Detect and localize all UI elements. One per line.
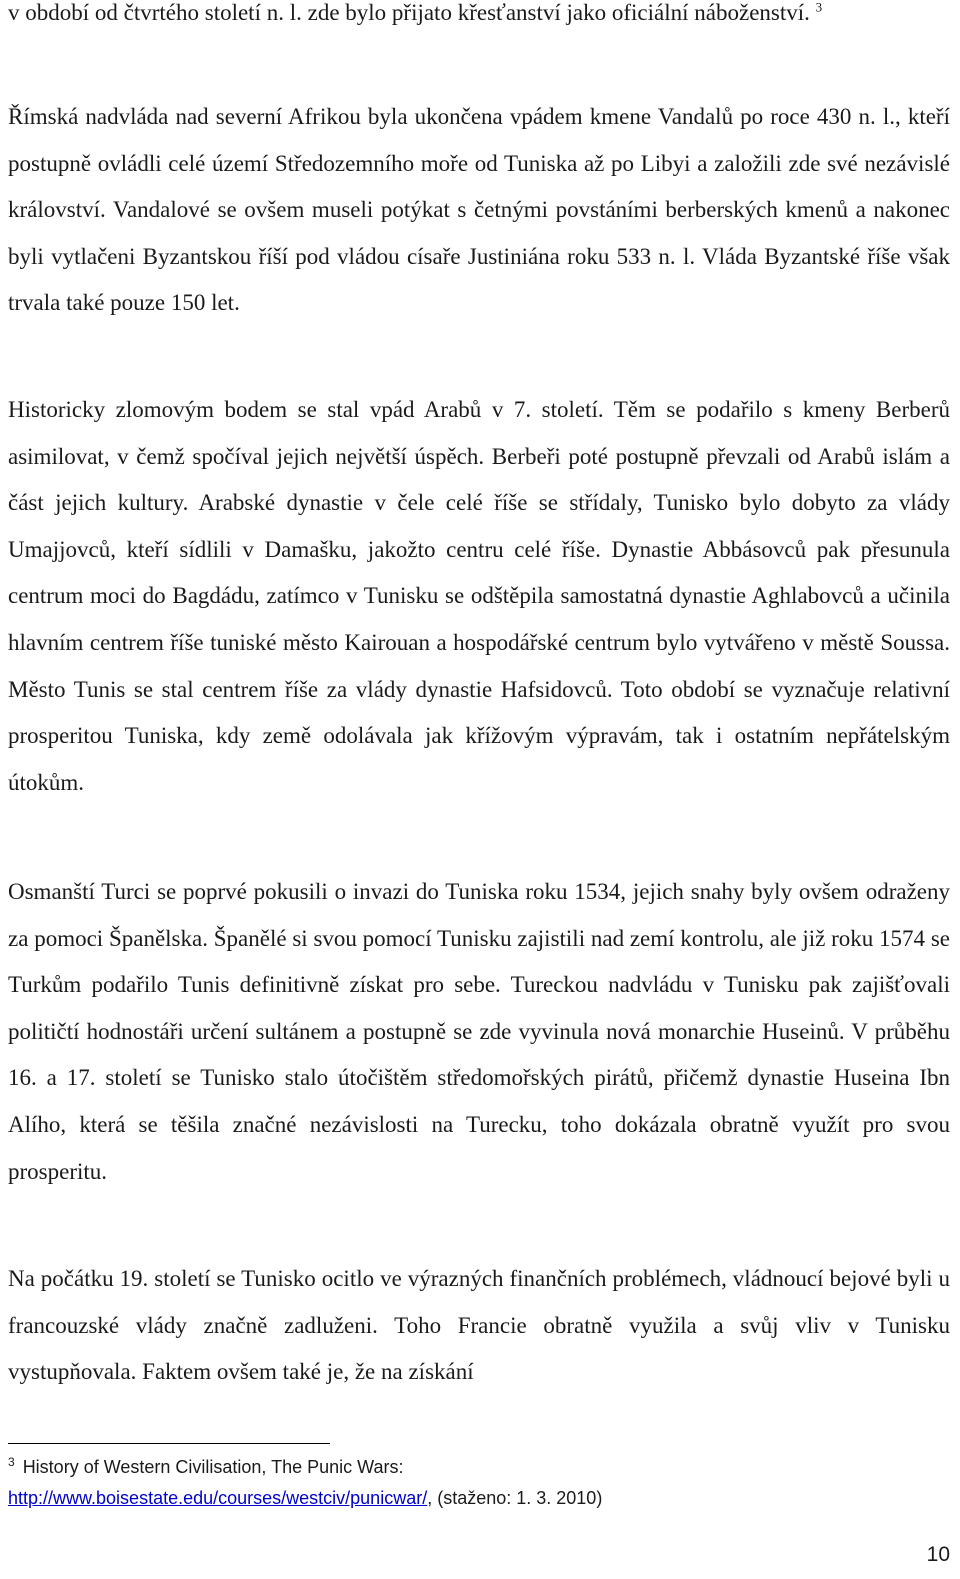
paragraph-arabs-text: Historicky zlomovým bodem se stal vpád Arabů v 7. století. Těm se podařilo s kmeny Berberů asimilovat, v čemž spočíval jejich největší úspěch. Berbeři poté postupně převzali od Arabů islám a část jejich kultury. Arabské dynastie v čele celé říše se střídaly, Tunisko bylo dobyto za vlády Umajjovců, kteří sídlili v Damašku, jakožto centru celé říše. Dynastie Abbásovců pak přesunula centrum moci do Bagdádu, zatímco v Tunisku se odštěpila samostatná dynastie Aghlabovců a učinila hlavním centrem říše tuniské město Kairouan a hospodářské centrum bylo vytvářeno v městě Soussa. Město Tunis se stal centrem říše za vlády dynastie Hafsidovců. Toto období se vyznačuje relativní prosperitou Tuniska, kdy země odolávala jak křížovým výpravám, tak i ostatním nepřátelským útokům. [8,397,950,795]
footnote-mark: 3 [8,1455,15,1469]
paragraph-19th-century-text: Na počátku 19. století se Tunisko ocitlo ve výrazných finančních problémech, vládnoucí bejové byli u francouzské vlády značně zadluženi. Toho Francie obratně využila a svůj vliv v Tunisku vystupňovala. Faktem ovšem také je, že na získání [8,1266,950,1385]
paragraph-19th-century [8,1256,950,1396]
paragraph-intro [8,0,950,37]
footnote-link[interactable]: http://www.boisestate.edu/courses/westciv/punicwar/ [8,1488,428,1508]
paragraph-intro-text: v období od čtvrtého století n. l. zde bylo přijato křesťanství jako oficiální náboženství. [8,0,810,25]
footnote-line-1 [8,1452,948,1483]
paragraph-vandals-text: Římská nadvláda nad severní Afrikou byla ukončena vpádem kmene Vandalů po roce 430 n. l., kteří postupně ovládli celé území Středozemního moře od Tuniska až po Libyi a založili zde své nezávislé království. Vandalové se ovšem museli potýkat s četnými povstáními berberských kmenů a nakonec byli vytlačeni Byzantskou říší pod vládou císaře Justiniána roku 533 n. l. Vláda Byzantské říše však trvala také pouze 150 let. [8,104,950,316]
footnote-reference[interactable]: 3 [815,0,823,15]
footnote-divider [8,1443,330,1444]
paragraph-arabs [8,387,950,806]
page-number: 10 [926,1543,950,1566]
paragraph-ottomans-text: Osmanští Turci se poprvé pokusili o invazi do Tuniska roku 1534, jejich snahy byly ovšem odraženy za pomoci Španělska. Španělé si svou pomocí Tunisku zajistili nad zemí kontrolu, ale již roku 1574 se Turkům podařilo Tunis definitivně získat pro sebe. Tureckou nadvládu v Tunisku pak zajišťovali političtí hodnostáři určení sultánem a postupně se zde vyvinula nová monarchie Huseinů. V průběhu 16. a 17. století se Tunisko stalo útočištěm středomořských pirátů, přičemž dynastie Huseina Ibn Alího, která se těšila značné nezávislosti na Turecku, toho dokázala obratně využít pro svou prosperitu. [8,879,950,1184]
footnote-text: History of Western Civilisation, The Punic Wars: [22,1457,404,1477]
paragraph-ottomans [8,869,950,1195]
footnote-line-2 [8,1483,948,1514]
paragraph-vandals [8,94,950,327]
footnote [8,1452,948,1514]
footnote-suffix: , (staženo: 1. 3. 2010) [427,1488,603,1508]
